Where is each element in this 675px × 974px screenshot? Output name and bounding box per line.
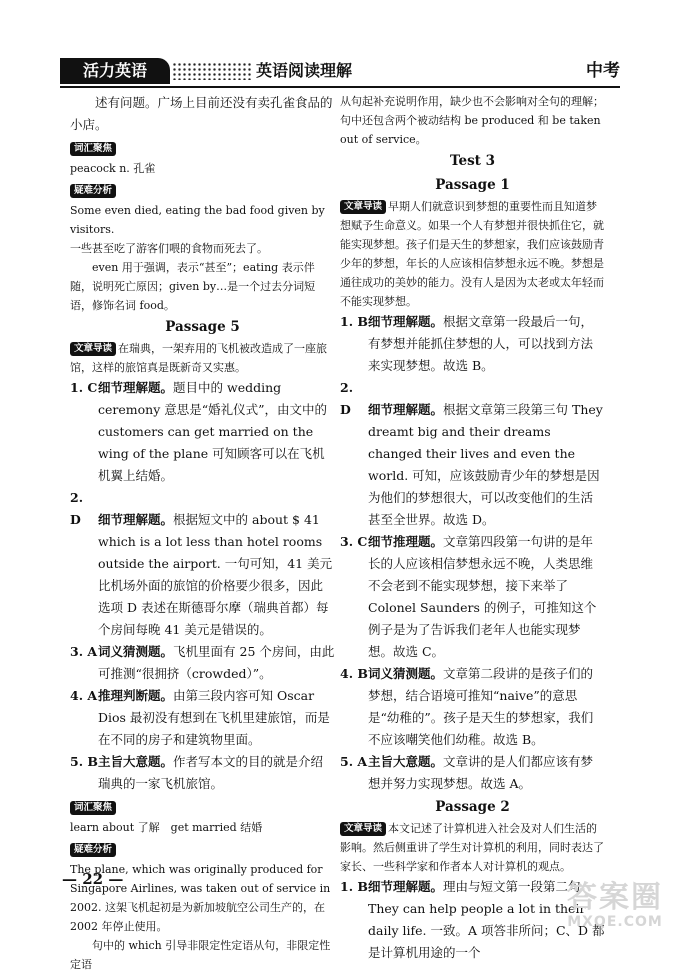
guide-tag: 文章导读 xyxy=(70,342,116,356)
answer-item: 4. A推理判断题。由第三段内容可知 Oscar Dios 最初没有想到在飞机里建旅馆，而是在不同的房子和建筑物里面。 xyxy=(70,688,330,747)
brand-label: 活力英语 xyxy=(60,58,170,84)
guide-tag: 文章导读 xyxy=(340,822,386,836)
difficulty-sentence: The plane, which was originally produced for Singapore Airlines, was taken out of service in 2002. xyxy=(70,863,331,914)
answer-item: 1. C细节理解题。题目中的 wedding ceremony 意思是“婚礼仪式”，由文中的 customers can get married on the wing of the plane 可知顾客可以在飞机机翼上结婚。 xyxy=(70,380,328,483)
answer-item: 4. B词义猜测题。文章第二段讲的是孩子们的梦想，结合语境可推知“naive”的意思是“幼稚的”。孩子是天生的梦想家，我们不应该嘲笑他们幼稚。故选 B。 xyxy=(340,666,594,747)
left-column xyxy=(70,92,335,974)
watermark-logo-text: 答案圈 xyxy=(567,880,663,915)
continued-text: 述有问题。广场上目前还没有卖孔雀食品的小店。 xyxy=(70,95,333,132)
watermark xyxy=(567,882,663,930)
continued-text: 从句起补充说明作用，缺少也不会影响对全句的理解；句中还包含两个被动结构 be produced 和 be taken out of service。 xyxy=(340,95,604,146)
answer-item: 2. D 细节理解题。根据文章第三段第三句 They dreamt big and their dreams changed their lives and even the world. 可知，应该鼓励青少年的梦想是因为他们的梦想很大，可以改变他们的生活甚至全世界。故选 D。 xyxy=(340,380,603,527)
guide-tag: 文章导读 xyxy=(340,200,386,214)
difficulty-explanation: 句中的 which 引导非限定性定语从句，非限定性定语 xyxy=(70,939,331,971)
difficulty-tag: 疑难分析 xyxy=(70,184,116,198)
dot-pattern xyxy=(172,62,252,80)
page-number: — 22 — xyxy=(62,870,124,888)
running-header xyxy=(60,58,620,84)
passage-title: Passage 1 xyxy=(435,177,510,193)
guide-text: 本文记述了计算机进入社会及对人们生活的影响。然后侧重讲了学生对计算机的利用，同时表达了家长、一些科学家和作者本人对计算机的观点。 xyxy=(340,822,604,873)
difficulty-translation: 一些甚至吃了游客们喂的食物而死去了。 xyxy=(70,242,268,255)
difficulty-tag: 疑难分析 xyxy=(70,843,116,857)
vocab-tag: 词汇聚焦 xyxy=(70,142,116,156)
answer-item: 5. A主旨大意题。文章讲的是人们都应该有梦想并努力实现梦想。故选 A。 xyxy=(340,754,594,791)
difficulty-translation: 这架飞机起初是为新加坡航空公司生产的，在 2002 年停止使用。 xyxy=(70,901,325,933)
answer-item: 1. B细节理解题。根据文章第一段最后一句，有梦想并能抓住梦想的人，可以找到方法来实现梦想。故选 B。 xyxy=(340,314,594,373)
answer-item: 1. B细节理解题。理由与短文第一段第二句 They can help people a lot in their daily life. 一致。A 项答非所问；C、D 都是计算机用途的一个 xyxy=(340,879,605,960)
right-column xyxy=(340,92,605,964)
difficulty-explanation: even 用于强调，表示“甚至”；eating 表示伴随，说明死亡原因；given by…是一个过去分词短语，修饰名词 food。 xyxy=(70,261,316,312)
vocab-entry: learn about 了解 get married 结婚 xyxy=(70,821,263,834)
vocab-entry: peacock n. 孔雀 xyxy=(70,162,156,175)
answer-item: 5. B主旨大意题。作者写本文的目的就是介绍瑞典的一家飞机旅馆。 xyxy=(70,754,324,791)
passage-title: Passage 2 xyxy=(435,799,510,815)
answer-item: 3. C细节推理题。文章第四段第一句讲的是年长的人应该相信梦想永远不晚，人类思维不会老到不能实现梦想，接下来举了 Colonel Saunders 的例子，可推知这个例子是为了告诉我们老年人也能实现梦想。故选 C。 xyxy=(340,534,597,659)
answer-item: 2. D 细节理解题。根据短文中的 about $ 41 which is a lot less than hotel rooms outside the airport. 一句可知，41 美元比机场外面的旅馆的价格要少很多，因此选项 D 表述在斯德哥尔摩（瑞典首都）每个房间每晚 41 美元是错误的。 xyxy=(70,490,333,637)
test-title: Test 3 xyxy=(449,153,495,169)
passage-title: Passage 5 xyxy=(165,319,240,335)
level-label: 中考 xyxy=(586,61,620,81)
guide-text: 早期人们就意识到梦想的重要性而且知道梦想赋予生命意义。如果一个人有梦想并很快抓住它，就能实现梦想。孩子们是天生的梦想家，我们应该鼓励青少年的梦想，年长的人应该相信梦想永远不晚。梦想是通往成功的美妙的能力。没有人是因为太老或太年轻而不能实现梦想。 xyxy=(340,200,604,308)
vocab-tag: 词汇聚焦 xyxy=(70,801,116,815)
answer-item: 3. A词义猜测题。飞机里面有 25 个房间，由此可推测“很拥挤（crowded）”。 xyxy=(70,644,335,681)
difficulty-sentence: Some even died, eating the bad food given by visitors. xyxy=(70,204,325,236)
subject-label: 英语阅读理解 xyxy=(256,61,353,80)
watermark-url: MXQE.COM xyxy=(567,914,663,930)
guide-text: 在瑞典，一架弃用的飞机被改造成了一座旅馆，这样的旅馆真是既新奇又实惠。 xyxy=(70,342,328,374)
header-rule xyxy=(60,86,620,88)
